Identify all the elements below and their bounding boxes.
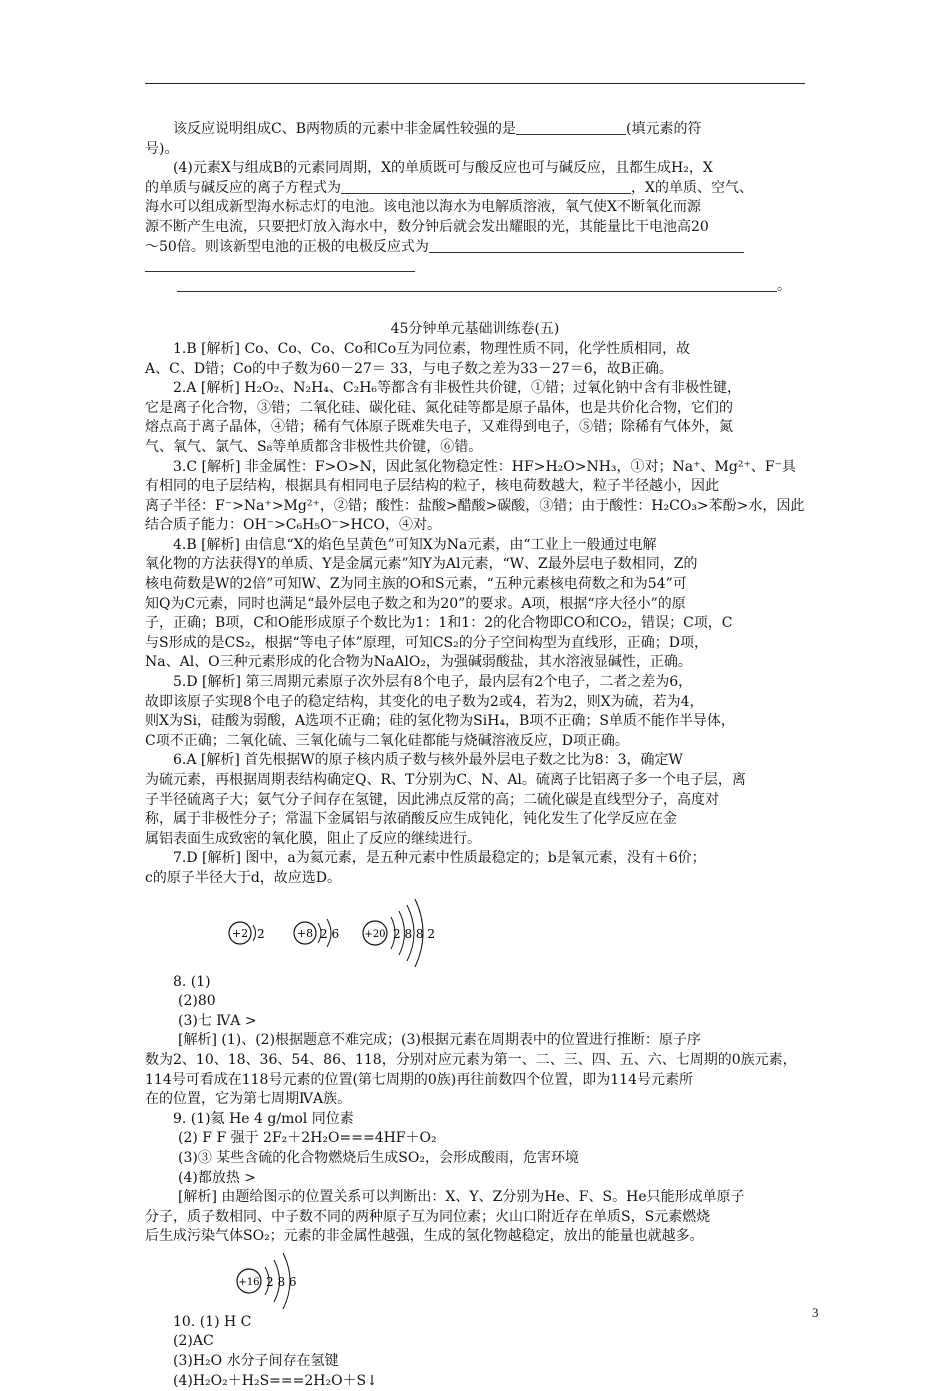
section-title: 45分钟单元基础训练卷(五) bbox=[390, 321, 560, 338]
atom-diagram-row bbox=[145, 1249, 805, 1311]
text-line: 子半径硫离子大；氨气分子间存在氢键，因此沸点反常的高；二硫化碳是直线型分子，高度对 bbox=[145, 791, 719, 808]
text-line: (3)七 ⅣA > bbox=[178, 1012, 257, 1029]
text-line: 6.A [解析] 首先根据W的原子核内质子数与核外最外层电子数之比为8：3，确定W bbox=[173, 752, 683, 769]
text-line: 9. (1)氦 He 4 g/mol 同位素 bbox=[173, 1110, 354, 1127]
text-line: 3.C [解析] 非金属性：F>O>N，因此氢化物稳定性：HF>H₂O>NH₃，①对；Na⁺、Mg²⁺、F⁻具 bbox=[173, 458, 796, 475]
text-line: 有相同的电子层结构，根据具有相同电子层结构的粒子，核电荷数越大，粒子半径越小，因此 bbox=[145, 478, 719, 495]
text-line: (4)H₂O₂＋H₂S===2H₂O＋S↓ bbox=[173, 1372, 378, 1389]
text-line: (4)都放热 > bbox=[178, 1169, 257, 1186]
text-line: 属铝表面生成致密的氧化膜，阻止了反应的继续进行。 bbox=[145, 830, 481, 847]
text-line: C项不正确；二氧化硫、三氧化硫与二氧化硅都能与烧碱溶液反应，D项正确。 bbox=[145, 732, 629, 749]
text-line: 5.D [解析] 第三周期元素原子次外层有8个电子，最内层有2个电子，二者之差为6， bbox=[173, 674, 693, 691]
svg-text:+20: +20 bbox=[364, 928, 386, 940]
svg-text:+2: +2 bbox=[231, 926, 249, 940]
text-line: (3)H₂O 水分子间存在氢键 bbox=[173, 1353, 339, 1370]
svg-text:+8: +8 bbox=[296, 926, 314, 940]
atom-structure-diagrams bbox=[225, 895, 485, 971]
atom-diagram-row bbox=[145, 895, 805, 971]
text-line: 。 bbox=[145, 277, 805, 297]
fill-blank bbox=[516, 120, 626, 135]
text-line: 氧化物的方法获得Y的单质、Y是金属元素”知Y为Al元素，“W、Z最外层电子数相同，Z的 bbox=[145, 556, 698, 573]
text-line: ～50倍。则该新型电池的正极的电极反应式为 bbox=[145, 238, 805, 258]
text-line: (3)③ 某些含硫的化合物燃烧后生成SO₂，会形成酸雨，危害环境 bbox=[178, 1149, 579, 1166]
text-line: 数为2、10、18、36、54、86、118，分别对应元素为第一、二、三、四、五、六、七周期的0族元素， bbox=[145, 1051, 797, 1068]
answer-10-block bbox=[145, 1313, 805, 1391]
text-line: 该反应说明组成C、B两物质的元素中非金属性较强的是 (填元素的符 bbox=[173, 121, 702, 137]
text-line: 1.B [解析] Co、Co、Co、Co和Co互为同位素，物理性质不同，化学性质相同，故 bbox=[173, 340, 691, 357]
text-line: (2) F F 强于 2F₂＋2H₂O===4HF＋O₂ bbox=[178, 1130, 437, 1147]
text-line: 知Q为C元素，同时也满足“最外层电子数之和为20”的要求。A项，根据“序大径小”的原 bbox=[145, 595, 686, 612]
text-line: 子，正确；B项，C和O能形成原子个数比为1：1和1：2的化合物即CO和CO₂，错误；C项，C bbox=[145, 615, 733, 632]
text-line: (4)元素X与组成B的元素同周期，X的单质既可与酸反应也可与碱反应，且都生成H₂，X bbox=[173, 160, 713, 177]
text-line bbox=[145, 257, 805, 277]
text-line: 结合质子能力：OH⁻>C₆H₅O⁻>HCO，④对。 bbox=[145, 517, 441, 534]
text-line: 源不断产生电流，只要把灯放入海水中，数分钟后就会发出耀眼的光，其能量比干电池高20 bbox=[145, 218, 709, 235]
text-line: 在的位置，它为第七周期ⅣA族。 bbox=[145, 1091, 352, 1108]
text-line: 分子，质子数相同、中子数不同的两种原子互为同位素；火山口附近存在单质S，S元素燃烧 bbox=[145, 1208, 711, 1225]
text-line: 则X为Si，硅酸为弱酸，A选项不正确；硅的氢化物为SiH₄，B项不正确；S单质不能作半导体， bbox=[145, 713, 735, 730]
svg-text:2 8 6: 2 8 6 bbox=[266, 1274, 297, 1289]
fill-blank bbox=[341, 179, 631, 194]
atom-diagram bbox=[229, 922, 265, 944]
text-line: 熔点高于离子晶体，④错；稀有气体原子既难失电子，又难得到电子，⑤错；除稀有气体外，氮 bbox=[145, 419, 733, 436]
text-line: c的原子半径大于d，故应选D。 bbox=[145, 869, 342, 886]
text-line: 气、氧气、氯气、S₈等单质都含非极性共价键，⑥错。 bbox=[145, 438, 483, 455]
text-line: 8. (1) bbox=[173, 973, 211, 990]
page-number: 3 bbox=[812, 1305, 819, 1320]
text-line: 海水可以组成新型海水标志灯的电池。该电池以海水为电解质溶液，氧气使X不断氧化而源 bbox=[145, 199, 701, 216]
svg-text:2: 2 bbox=[257, 926, 265, 941]
answer-8-block bbox=[145, 973, 805, 1110]
fill-blank bbox=[145, 257, 415, 272]
text-line: 10. (1) H C bbox=[173, 1313, 252, 1330]
text-line: 核电荷数是W的2倍”可知W、Z为同主族的O和S元素，“五种元素核电荷数之和为54”可 bbox=[145, 576, 687, 593]
text-line: 114号可看成在118号元素的位置(第七周期的0族)再往前数四个位置，即为114号元素所 bbox=[145, 1071, 693, 1088]
text-line: A、C、D错；Co的中子数为60－27＝ 33，与电子数之差为33－27＝6，故B正确。 bbox=[145, 360, 673, 377]
svg-text:2 6: 2 6 bbox=[320, 926, 340, 941]
text-line: (2)80 bbox=[178, 993, 216, 1010]
text-line: (2)AC bbox=[173, 1333, 214, 1350]
svg-text:2 8 8 2: 2 8 8 2 bbox=[393, 926, 435, 941]
text-line: 称，属于非极性分子；常温下金属铝与浓硝酸反应生成钝化，钝化发生了化学反应在金 bbox=[145, 811, 677, 828]
atom-structure-diagram bbox=[233, 1249, 393, 1311]
header-rule bbox=[145, 83, 805, 84]
text-line: 故即该原子实现8个电子的稳定结构，其变化的电子数为2或4，若为2，则X为硫，若为4， bbox=[145, 693, 704, 710]
text-line: [解析] 由题给图示的位置关系可以判断出：X、Y、Z分别为He、F、S。He只能形成单原子 bbox=[178, 1189, 745, 1206]
text-line: 离子半径：F⁻>Na⁺>Mg²⁺，②错；酸性：盐酸>醋酸>碳酸，③错；由于酸性：H₂CO₃>苯酚>水，因此 bbox=[145, 497, 805, 514]
atom-diagram bbox=[237, 1253, 297, 1309]
text-line: 4.B [解析] 由信息“X的焰色呈黄色”可知X为Na元素，由“工业上一般通过电解 bbox=[173, 536, 657, 553]
text-line: 它是离子化合物，③错；二氧化硅、碳化硅、氮化硅等都是原子晶体，也是共价化合物，它们的 bbox=[145, 399, 733, 416]
answer-9-block bbox=[145, 1110, 805, 1247]
text-line: 的单质与碱反应的离子方程式为 ，X的单质、空气、 bbox=[145, 179, 753, 196]
text-line: [解析] (1)、(2)根据题意不难完成；(3)根据元素在周期表中的位置进行推断：原子序 bbox=[178, 1032, 701, 1049]
text-line: 为硫元素，再根据周期表结构确定Q、R、T分别为C、N、Al。硫离子比铝离子多一个电子层，离 bbox=[145, 772, 746, 788]
text-line: 2.A [解析] H₂O₂、N₂H₄、C₂H₆等都含有非极性共价键，①错；过氧化钠中含有非极性键， bbox=[173, 380, 742, 397]
text-line: 与S形成的是CS₂，根据“等电子体”原理，可知CS₂的分子空间构型为直线形，正确；D项， bbox=[145, 634, 708, 651]
answers-block bbox=[145, 340, 805, 889]
text-line: Na、Al、O三种元素形成的化合物为NaAlO₂，为强碱弱酸盐，其水溶液显碱性，正确。 bbox=[145, 654, 692, 671]
atom-diagram bbox=[363, 899, 435, 967]
fill-blank bbox=[429, 238, 744, 253]
text-line: 后生成污染气体SO₂；元素的非金属性越强，生成的氢化物越稳定，放出的能量也就越多。 bbox=[145, 1228, 704, 1245]
page-body bbox=[145, 120, 805, 1391]
fill-blank bbox=[177, 277, 777, 292]
atom-diagram bbox=[294, 919, 339, 947]
svg-text:+16: +16 bbox=[238, 1276, 260, 1288]
text-line: 号)。 bbox=[145, 140, 179, 157]
text-line: 7.D [解析] 图中，a为氦元素，是五种元素中性质最稳定的；b是氧元素，没有＋6价； bbox=[173, 850, 706, 867]
